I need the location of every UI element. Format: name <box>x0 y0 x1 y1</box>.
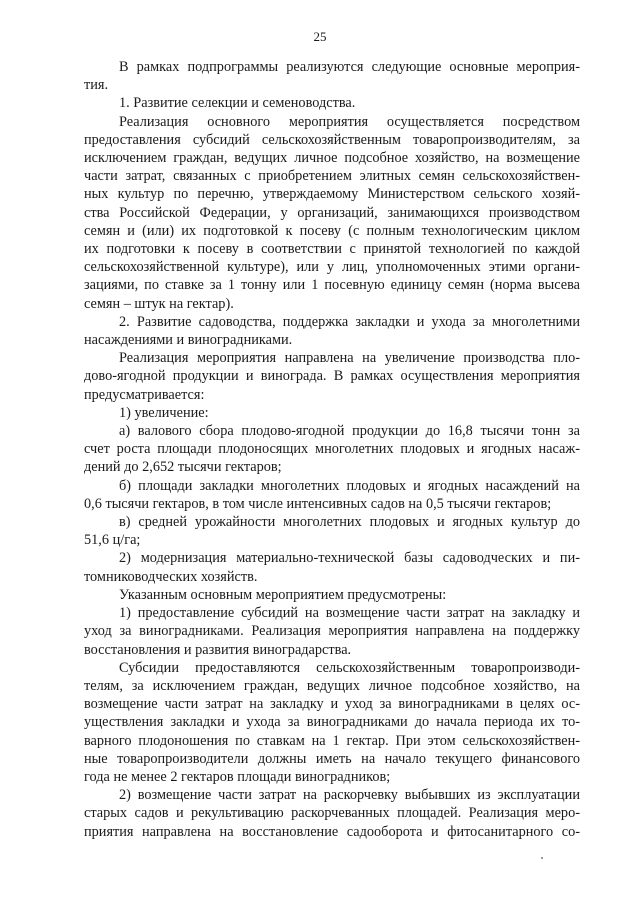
text-line: 2) модернизация материально-технической базы садоводческих и пи- <box>119 550 580 567</box>
text-line: ства Российской Федерации, у организаций, занимающихся производством <box>84 204 580 221</box>
text-line: части затрат, связанных с приобретением элитных семян сельскохозяйствен- <box>84 168 580 185</box>
text-line: телям, за исключением граждан, ведущих личное подсобное хозяйство, на <box>84 677 580 694</box>
text-line: старых садов и рекультивацию раскорчеванных площадей. Реализация меро- <box>84 805 580 822</box>
text-line: 51,6 ц/га; <box>84 532 141 549</box>
text-line: сельскохозяйственной культуре), или у лиц, уполномоченных этими органи- <box>84 259 580 276</box>
text-line: ных культур по перечню, утверждаемому Министерством сельского хозяй- <box>84 186 580 203</box>
text-line: 1. Развитие селекции и семеноводства. <box>119 95 356 112</box>
scan-speck <box>541 857 543 859</box>
text-line: приятия направлена на восстановление садооборота и фитосанитарного со- <box>84 823 580 840</box>
text-line: возмещение части затрат на закладку и уход за виноградниками в целях ос- <box>84 696 580 713</box>
text-line: Указанным основным мероприятием предусмотрены: <box>119 586 447 603</box>
text-line: 0,6 тысячи гектаров, в том числе интенсивных садов на 0,5 тысячи гектаров; <box>84 495 552 512</box>
text-line: дений до 2,652 тысячи гектаров; <box>84 459 282 476</box>
text-line: зациями, по ставке за 1 тонну или 1 посевную единицу семян (норма высева <box>84 277 580 294</box>
text-line: тия. <box>84 77 109 94</box>
text-line: в) средней урожайности многолетних плодовых и ягодных культур до <box>119 514 580 531</box>
text-line: Субсидии предоставляются сельскохозяйственным товаропроизводи- <box>119 659 580 676</box>
text-line: восстановления и развития виноградарства. <box>84 641 352 658</box>
text-line: ные товаропроизводители должны иметь на начало текущего финансового <box>84 750 580 767</box>
text-line: Реализация основного мероприятия осуществляется посредством <box>119 113 580 130</box>
text-line: их подготовки к посеву в соответствии с принятой технологией по каждой <box>84 241 580 258</box>
text-line: семян – штук на гектар). <box>84 295 234 312</box>
text-line: семян и (или) их подготовкой к посеву (с полным технологическим циклом <box>84 222 580 239</box>
text-line: счет роста площади плодоносящих многолетних плодовых и ягодных насаж- <box>84 441 580 458</box>
document-body <box>84 58 580 841</box>
text-line: года не менее 2 гектаров площади виноградников; <box>84 768 391 785</box>
text-line: В рамках подпрограммы реализуются следующие основные мероприя- <box>119 59 580 75</box>
text-line: 2. Развитие садоводства, поддержка закладки и ухода за многолетними <box>119 313 580 330</box>
text-line: предоставления субсидий сельскохозяйственным товаропроизводителям, за <box>84 131 580 148</box>
text-line: 1) увеличение: <box>119 404 209 421</box>
text-line: 1) предоставление субсидий на возмещение части затрат на закладку и <box>119 605 580 622</box>
text-line: б) площади закладки многолетних плодовых и ягодных насаждений на <box>119 477 580 494</box>
text-line: а) валового сбора плодово-ягодной продукции до 16,8 тысячи тонн за <box>119 423 580 440</box>
text-line: Реализация мероприятия направлена на увеличение производства пло- <box>119 350 580 367</box>
text-line: варного плодоношения по ставкам на 1 гектар. При этом сельскохозяйствен- <box>84 732 580 749</box>
text-line: дово-ягодной продукции и винограда. В рамках осуществления мероприятия <box>84 368 580 385</box>
text-line: уход за виноградниками. Реализация мероприятия направлена на поддержку <box>84 623 580 640</box>
text-line: предусматривается: <box>84 386 205 403</box>
text-line: уществления закладки и ухода за виноградниками до начала периода их то- <box>84 714 580 731</box>
text-line: томниководческих хозяйств. <box>84 568 258 585</box>
text-line: 2) возмещение части затрат на раскорчевку выбывших из эксплуатации <box>119 787 580 804</box>
text-line: исключением граждан, ведущих личное подсобное хозяйство, на возмещение <box>84 150 580 167</box>
page-number: 25 <box>313 29 327 44</box>
text-line: насаждениями и виноградниками. <box>84 332 293 349</box>
